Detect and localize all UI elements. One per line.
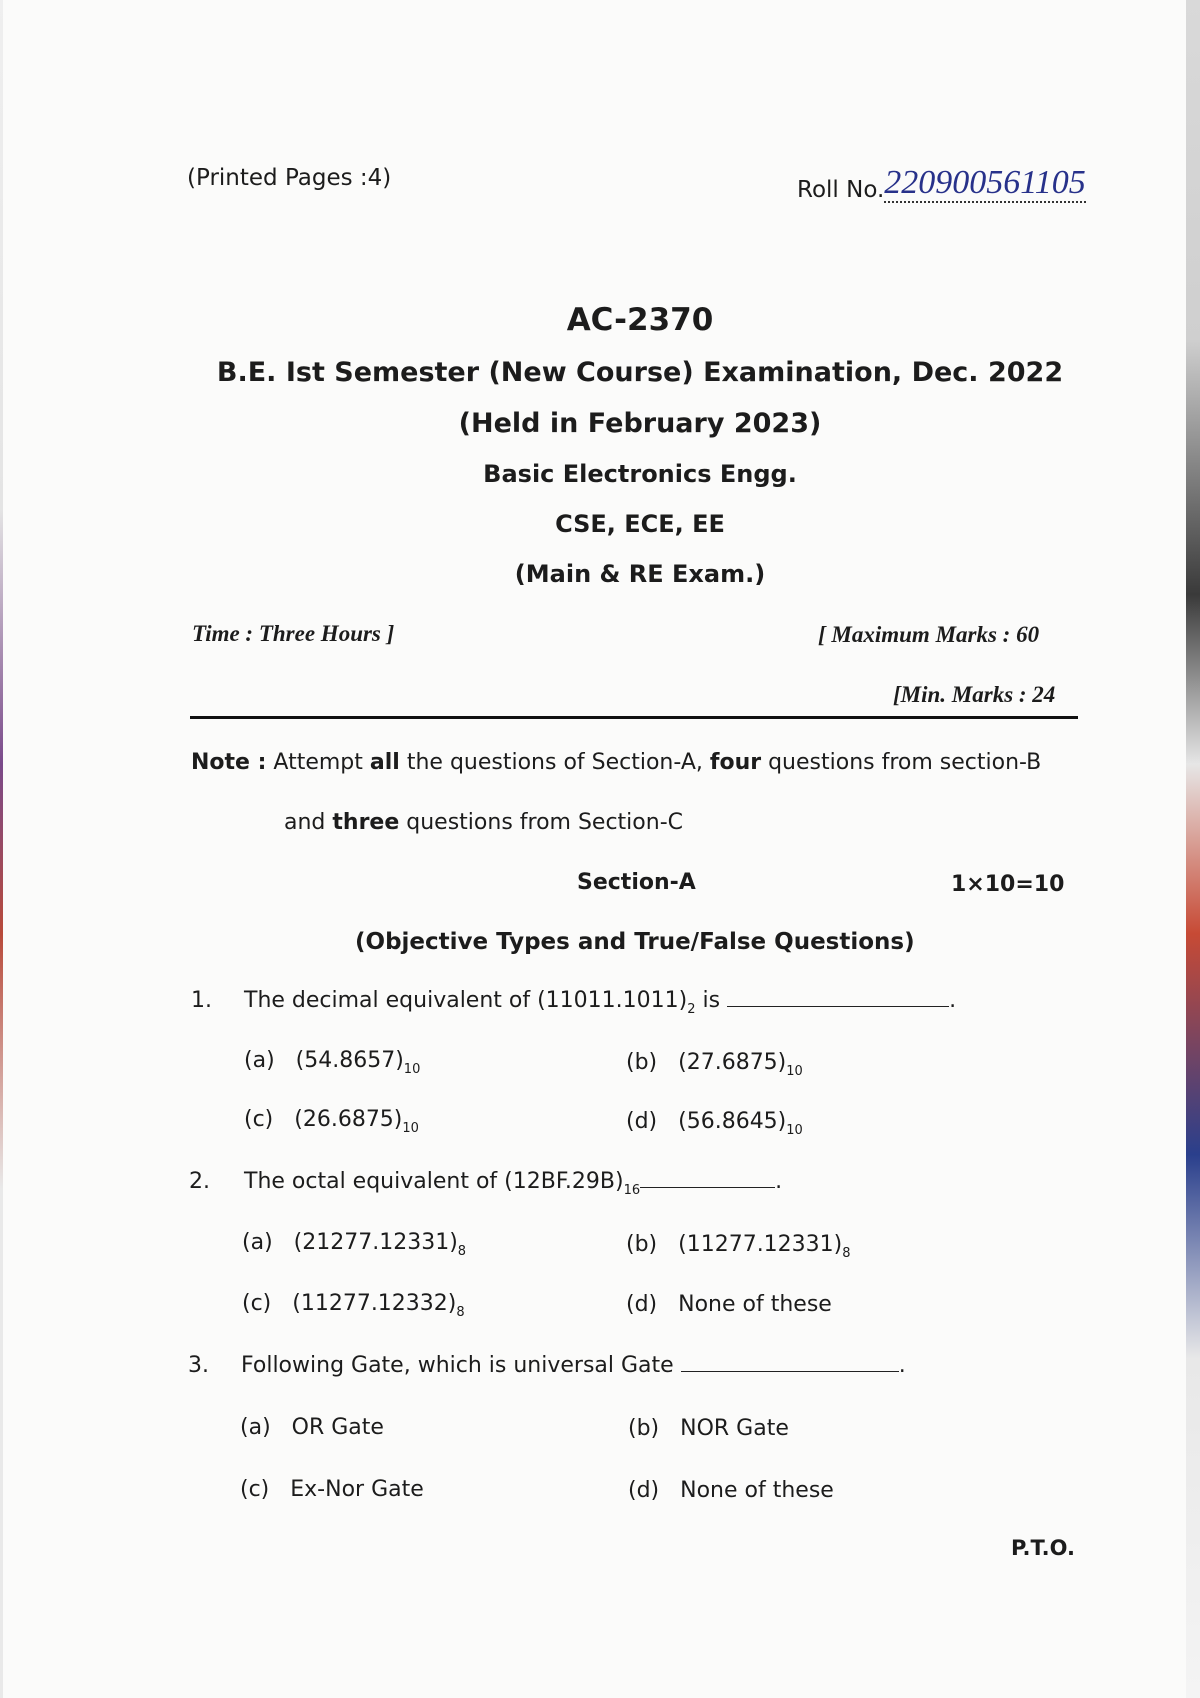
answer-blank (640, 1187, 775, 1188)
note-line-1: Note : Attempt all the questions of Section-A, four questions from section-B (191, 750, 1042, 775)
question-3-text: Following Gate, which is universal Gate . (241, 1353, 906, 1378)
printed-pages: (Printed Pages :4) (187, 165, 392, 191)
question-1-option-c: (c) $(26.6875)_{10}$ (244, 1107, 419, 1136)
roll-label: Roll No. (797, 177, 885, 203)
question-3-number: 3. (188, 1353, 209, 1378)
answer-blank (681, 1371, 899, 1372)
time-allowed: Time : Three Hours ] (192, 621, 395, 646)
question-1-text: The decimal equivalent of $(11011.1011)_2$ is . (244, 988, 957, 1017)
roll-no-field (797, 164, 1086, 206)
question-3-option-d: (d) None of these (628, 1478, 834, 1503)
minimum-marks: [Min. Marks : 24 (893, 682, 1056, 707)
question-1-option-d: (d) $(56.8645)_{10}$ (626, 1109, 803, 1138)
scan-edge-left (0, 0, 3, 1698)
exam-title: B.E. Ist Semester (New Course) Examination, Dec. 2022 (216, 357, 1064, 388)
question-2-number: 2. (189, 1169, 210, 1194)
roll-number-handwritten: 220900561105 (884, 164, 1086, 201)
question-1-number: 1. (191, 988, 212, 1013)
question-2-option-a: (a) $(21277.12331)_8$ (242, 1230, 467, 1259)
header-rule (190, 716, 1078, 719)
question-3-option-a: (a) OR Gate (240, 1415, 384, 1440)
question-2-option-c: (c) $(11277.12332)_8$ (242, 1291, 465, 1320)
pto-label: P.T.O. (1011, 1536, 1075, 1560)
section-marks: 1×10=10 (951, 872, 1065, 897)
question-2-option-b: (b) $(11277.12331)_8$ (626, 1232, 851, 1261)
held-date: (Held in February 2023) (458, 408, 822, 439)
subject-name: Basic Electronics Engg. (483, 460, 797, 488)
maximum-marks: [ Maximum Marks : 60 (818, 622, 1040, 647)
question-2-text: The octal equivalent of $(12BF.29B)_{16}$ . (244, 1169, 783, 1198)
scan-edge-right (1186, 0, 1200, 1698)
question-1-option-a: (a) $(54.8657)_{10}$ (244, 1048, 421, 1077)
section-subtitle: (Objective Types and True/False Questions) (355, 929, 915, 955)
exam-type: (Main & RE Exam.) (514, 560, 766, 588)
answer-blank (727, 1006, 949, 1007)
section-title: Section-A (577, 870, 696, 895)
paper-code: AC-2370 (566, 302, 714, 338)
branches: CSE, ECE, EE (555, 510, 725, 538)
question-2-option-d: (d) None of these (626, 1292, 832, 1317)
question-1-option-b: (b) $(27.6875)_{10}$ (626, 1050, 803, 1079)
question-3-option-b: (b) NOR Gate (628, 1416, 789, 1441)
note-label: Note : (191, 750, 267, 775)
note-line-2: and three questions from Section-C (284, 810, 683, 835)
question-3-option-c: (c) Ex-Nor Gate (240, 1477, 424, 1502)
